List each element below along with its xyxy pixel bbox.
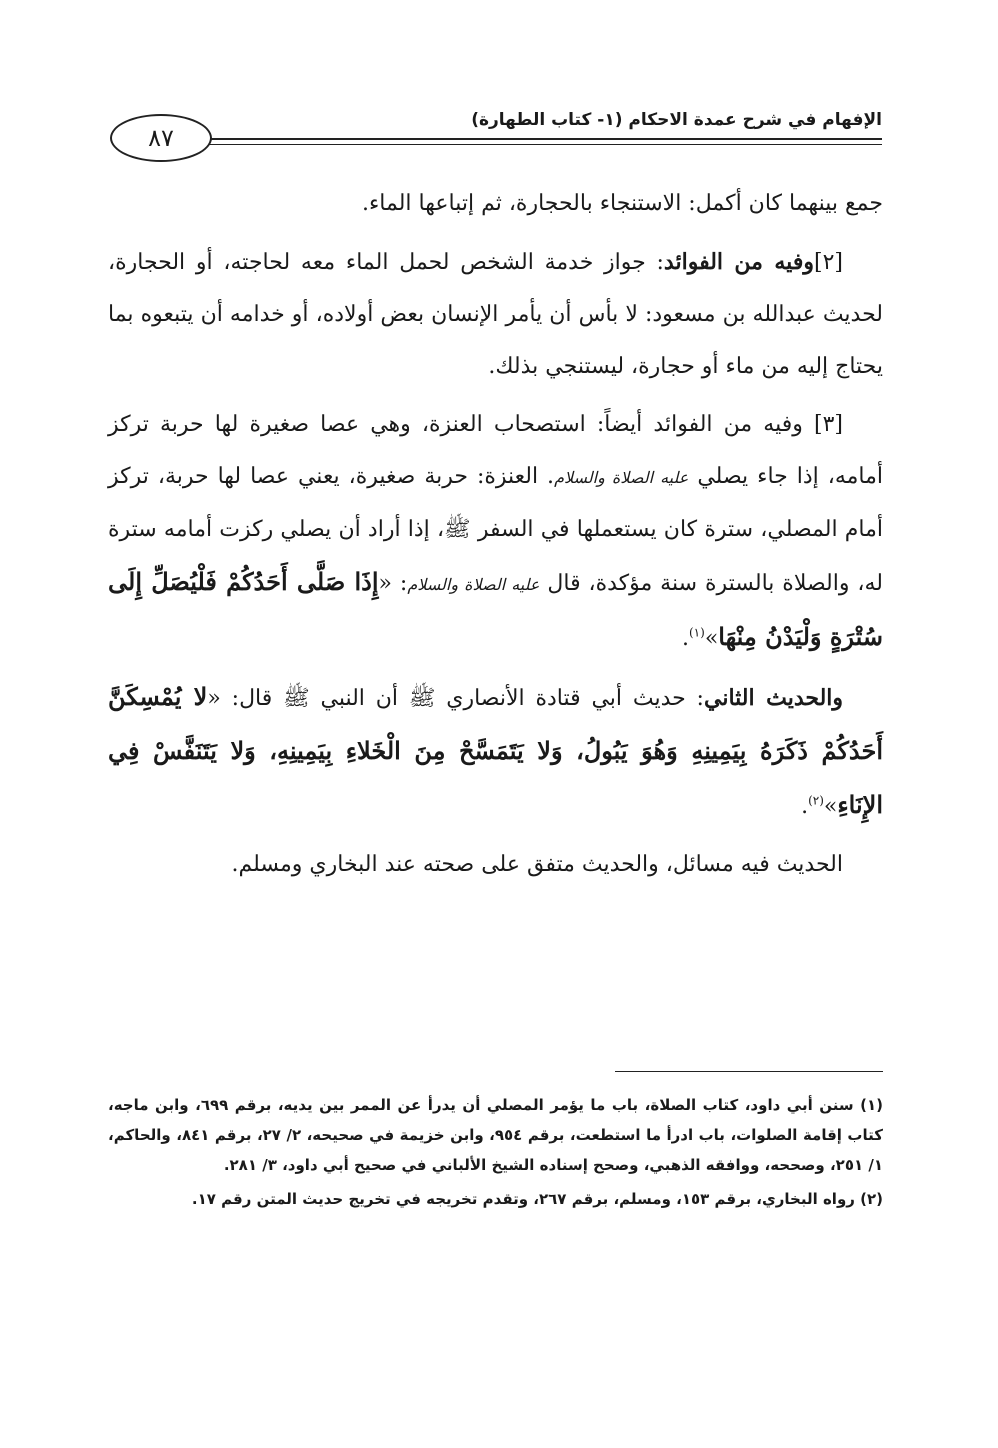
footnote-ref: (٢) — [808, 793, 824, 808]
quote-close: » — [704, 626, 719, 651]
main-text — [108, 178, 883, 897]
footnote-separator — [615, 1071, 883, 1072]
honorific-phrase: عليه الصلاة والسلام — [554, 468, 689, 487]
quote-open: : « — [378, 571, 408, 596]
paragraph-2 — [108, 236, 883, 393]
hadith-quote: لا يُمْسِكَنَّ أَحَدُكُمْ ذَكَرَهُ بِيَمِينِهِ وَهُوَ يَبُولُ، وَلا يَتَمَسَّحْ مِنَ الْخَلاءِ بِيَمِينِهِ، وَلا يَتَنَفَّسْ فِي الإِنَاءِ — [108, 682, 883, 819]
paragraph-text: : جواز خدمة الشخص لحمل الماء معه لحاجته، أو الحجارة، لحديث عبدالله بن مسعود: لا بأس أن يأمر الإنسان بعض أولاده، أو خدامه أن يتبعوه بما يحتاج إليه من ماء أو حجارة، ليستنجي بذلك. — [108, 250, 883, 379]
section-lead: والحديث الثاني — [703, 685, 844, 711]
quote-close: » — [823, 794, 838, 819]
footnote-ref: (١) — [688, 625, 705, 640]
running-title: الإفهام في شرح عمدة الاحكام (١- كتاب الطهارة) — [471, 110, 882, 130]
paragraph-1: جمع بينهما كان أكمل: الاستنجاء بالحجارة، ثم إتباعها الماء. — [361, 191, 883, 216]
footnote-1: (١) سنن أبي داود، كتاب الصلاة، باب ما يؤمر المصلي أن يدرأ عن الممر بين يديه، برقم ٦٩٩، وابن ماجه، كتاب إقامة الصلوات، باب ادرأ ما استطعت، برقم ٩٥٤، وابن خزيمة في صحيحه، ٢/ ٢٧، برقم ٨٤١، والحاكم، ١/ ٢٥١، وصححه، ووافقه الذهبي، وصحح إسناده الشيخ الألباني في صحيح أبي داود، ٣/ ٢٨١. — [108, 1096, 883, 1174]
honorific-phrase: عليه الصلاة والسلام — [407, 575, 540, 594]
section-lead: وفيه من الفوائد — [663, 249, 814, 275]
header-rule-thin — [200, 144, 882, 145]
paragraph-text: : حديث أبي قتادة الأنصاري ﷺ أن النبي ﷺ قال: « — [207, 686, 704, 711]
hadith-quote: إِذَا صَلَّى أَحَدُكُمْ فَلْيُصَلِّ إِلَى سُتْرَةٍ وَلْيَدْنُ مِنْهَا — [108, 567, 883, 651]
footnote-2: (٢) رواه البخاري، برقم ١٥٣، ومسلم، برقم ٢٦٧، وتقدم تخريجه في تخريج حديث المتن رقم ١٧. — [191, 1190, 883, 1208]
paragraph-5: الحديث فيه مسائل، والحديث متفق على صحته عند البخاري ومسلم. — [231, 852, 843, 877]
paragraph-text: [٣] وفيه من الفوائد أيضاً: استصحاب العنزة، وهي عصا صغيرة لها حربة تركز أمامه، إذا جاء يصلي — [108, 412, 884, 489]
paragraph-text: . العنزة: حربة صغيرة، يعني عصا لها حربة، تركز أمام المصلي، سترة كان يستعملها في السفر ﷺ، إذا أراد أن يصلي ركزت أمامه سترة له، والصلاة بالسترة سنة مؤكدة، قال — [108, 464, 883, 596]
paragraph-4: والحديث الثاني: حديث أبي قتادة الأنصاري ﷺ أن النبي ﷺ قال: «لا يُمْسِكَنَّ أَحَدُكُمْ ذَكَرَهُ بِيَمِينِهِ وَهُوَ يَبُولُ، وَلا يَتَمَسَّحْ مِنَ الْخَلاءِ بِيَمِينِهِ، وَلا يَتَنَفَّسْ فِي الإِنَاءِ»$^{(٢)}$. — [108, 682, 883, 819]
page-number: ٨٧ — [110, 114, 212, 162]
page-header — [110, 108, 882, 164]
footnotes — [108, 1090, 883, 1218]
paragraph-number: [٢] — [813, 250, 843, 275]
paragraph-3: [٣] وفيه من الفوائد أيضاً: استصحاب العنزة، وهي عصا صغيرة لها حربة تركز أمامه، إذا جاء يصلي عليه الصلاة والسلام. العنزة: حربة صغيرة، يعني عصا لها حربة، تركز أمام المصلي، سترة كان يستعملها في السفر ﷺ، إذا أراد أن يصلي ركزت أمامه سترة له، والصلاة بالسترة سنة مؤكدة، قال عليه الصلاة والسلام: «إِذَا صَلَّى أَحَدُكُمْ فَلْيُصَلِّ إِلَى سُتْرَةٍ وَلْيَدْنُ مِنْهَا»$^{(١)}$. — [108, 412, 884, 651]
header-rule — [200, 138, 882, 140]
